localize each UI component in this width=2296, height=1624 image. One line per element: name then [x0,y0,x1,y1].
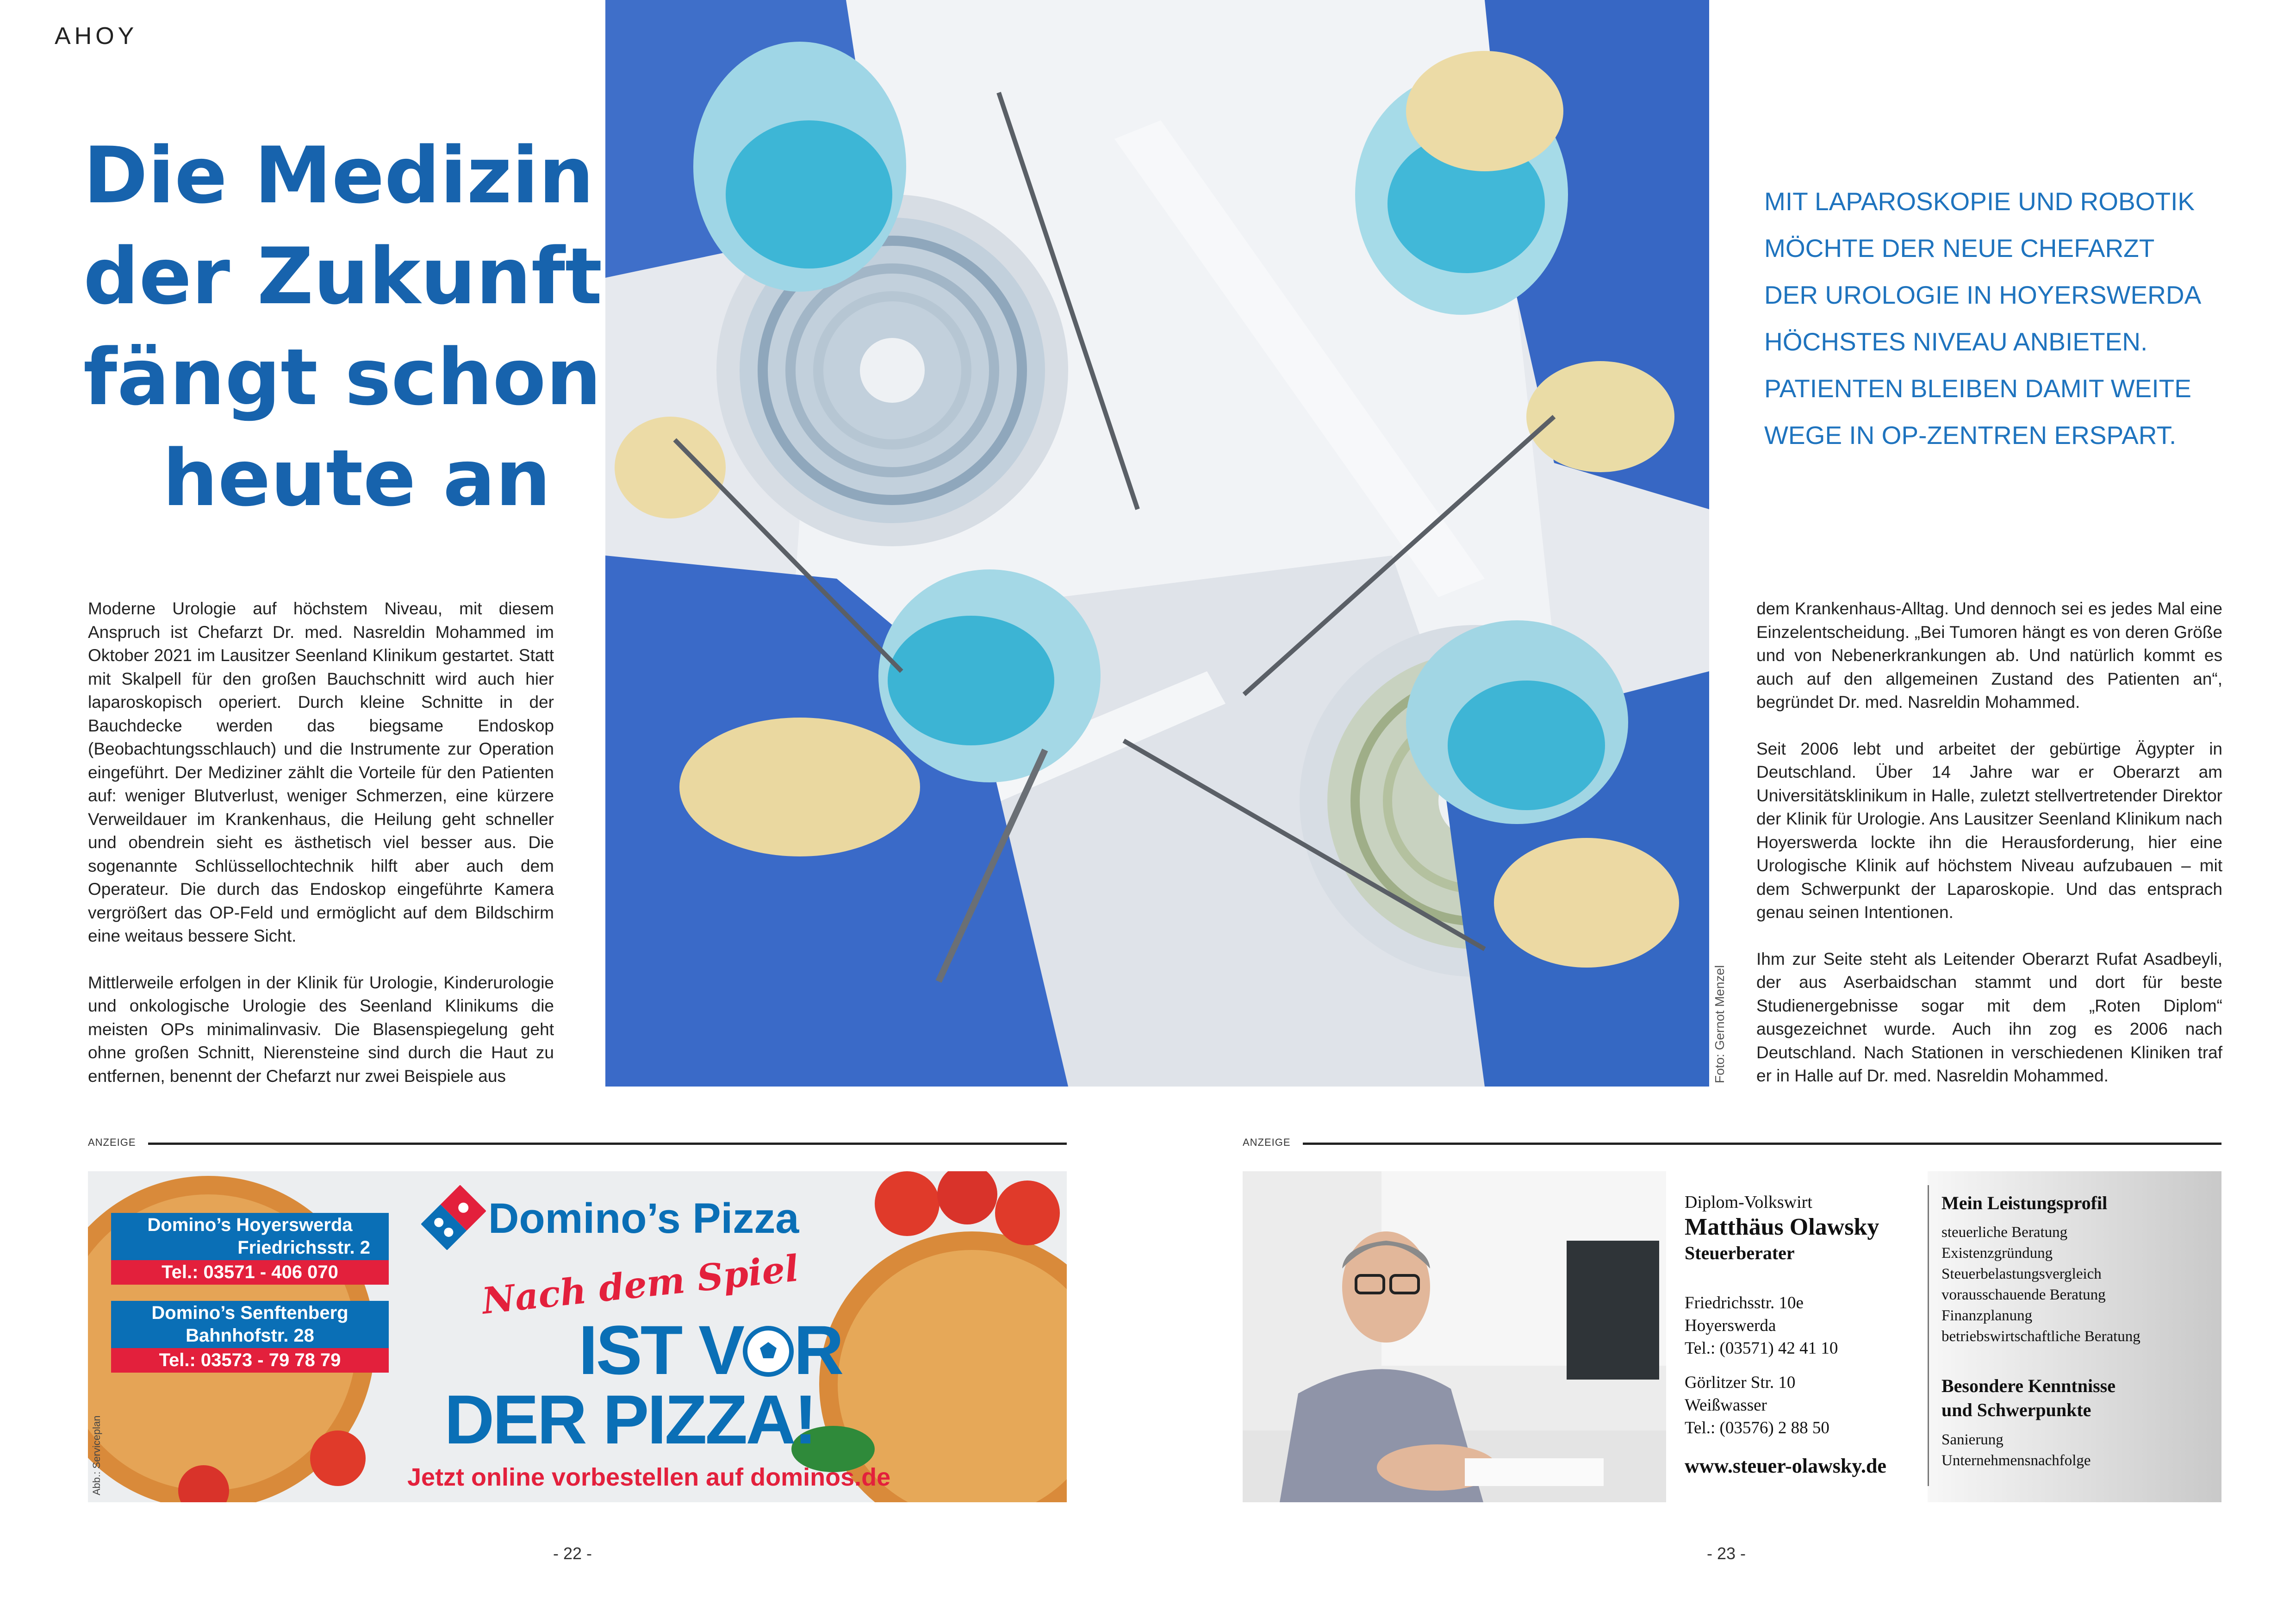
address-line: Hoyerswerda [1685,1316,1776,1335]
service-profile-panel [1928,1171,2221,1502]
magazine-brand: AHOY [55,23,138,50]
ad-label: ANZEIGE [88,1137,136,1148]
advisor-degree: Diplom-Volkswirt [1685,1193,1812,1212]
address-line: Tel.: (03571) 42 41 10 [1685,1339,1838,1358]
profile-list [1941,1222,2215,1347]
profile-item: steuerliche Beratung [1941,1224,2068,1241]
profile-item: Existenzgründung [1941,1245,2053,1262]
store-name: Domino’s Senftenberg [111,1301,389,1325]
advisor-contact [1685,1192,1916,1478]
ad-divider [1303,1143,2221,1145]
address-line: Friedrichsstr. 10e [1685,1293,1804,1312]
store-phone: Tel.: 03571 - 406 070 [111,1260,389,1285]
ad-tagline-script: Nach dem Spiel [480,1247,801,1323]
ad-image-credit: Abb.: Serviceplan [91,1415,102,1495]
headline-line: Die Medizin [83,130,594,221]
store-street: Bahnhofstr. 28 [111,1325,389,1348]
lead-line: PATIENTEN BLEIBEN DAMIT WEITE [1764,374,2191,403]
paragraph: Moderne Urologie auf höchstem Niveau, mit diesem Anspruch ist Chefarzt Dr. med. Nasreldin Mohammed im Oktober 2021 im Lausitzer Seenland Klinikum gestartet. Statt mit Skalpell für den großen Bauchschnitt wird auch hier laparoskopisch operiert. Durch kleine Schnitte in der Bauchdecke werden das biegsame Endoskop (Beobachtungsschlauch) und die Instrumente zur Operation eingeführt. Der Mediziner zählt die Vorteile für den Patienten auf: weniger Blutverlust, weniger Schmerzen, eine kürzere Verweildauer im Krankenhaus, die Heilung geht schneller und obendrein sieht es ästhetisch viel besser aus. Die sogenannte Schlüssellochtechnik hilft aber auch dem Operateur. Die durch das Endoskop eingeführte Kamera vergrößert das OP-Feld und ermöglicht auf dem Bildschirm eine weitaus bessere Sicht. [88,599,554,945]
soccer-ball-icon [743,1326,794,1377]
article-column-left [88,597,554,1111]
profile-item: Finanzplanung [1941,1307,2033,1324]
headline-line: der Zukunft [83,231,603,322]
paragraph: dem Krankenhaus-Alltag. Und dennoch sei es jedes Mal eine Einzelentscheidung. „Bei Tumoren hängt es von deren Größe und von Nebenerkrankungen ab. Und natürlich kommt es auch auf den allgemeinen Zustand des Patienten an“, begründet Dr. med. Nasreldin Mohammed. [1756,599,2222,712]
page-number-right: - 23 - [1707,1544,1746,1563]
special-list [1941,1430,2215,1471]
article-headline [83,125,603,529]
store-info-hoyerswerda [111,1213,389,1285]
lead-line: WEGE IN OP-ZENTREN ERSPART. [1764,421,2177,450]
store-name: Domino’s Hoyerswerda [111,1213,389,1237]
office-address [1685,1371,1916,1439]
lead-line: MIT LAPAROSKOPIE UND ROBOTIK [1764,187,2195,216]
paragraph: Ihm zur Seite steht als Leitender Oberarzt Rufat Asadbeyli, der aus Aserbaidschan stammt und dort für beste Studienergebnisse sogar mit dem „Roten Diplom“ ausgezeichnet wurde. Auch ihn zog es 2006 nach Deutschland. Nach Stationen in verschiedenen Kliniken traf er in Halle auf Dr. med. Nasreldin Mohammed. [1756,949,2222,1085]
tax-advisor-ad[interactable] [1243,1171,2221,1502]
special-item: Sanierung [1941,1431,2004,1448]
dominos-ad[interactable] [88,1171,1067,1502]
ad-divider [148,1143,1067,1145]
advisor-website[interactable]: www.steuer-olawsky.de [1685,1455,1886,1477]
address-line: Görlitzer Str. 10 [1685,1373,1796,1392]
store-info-senftenberg [111,1301,389,1373]
article-column-right [1756,597,2222,1111]
photo-credit-text: Foto: Gernot Menzel [1712,965,1727,1083]
profile-title: Mein Leistungsprofil [1941,1193,2108,1213]
advisor-name: Matthäus Olawsky [1685,1214,1879,1240]
profile-item: betriebswirtschaftliche Beratung [1941,1328,2140,1345]
surgeon-head [1406,620,1628,824]
surgery-photo [605,0,1709,1087]
page-number-left: - 22 - [553,1544,592,1563]
surgeon-head [878,569,1101,782]
dominos-logo-icon [421,1185,486,1250]
store-street: Friedrichsstr. 2 [111,1237,389,1260]
advisor-role: Steuerberater [1685,1243,1795,1263]
ad-call-to-action[interactable]: Jetzt online vorbestellen auf dominos.de [407,1463,891,1491]
surgery-photo-illustration [605,0,1709,1087]
address-line: Tel.: (03576) 2 88 50 [1685,1418,1829,1437]
profile-item: Steuerbelastungsvergleich [1941,1266,2102,1282]
paragraph: Mittlerweile erfolgen in der Klinik für Urologie, Kinderurologie und onkologische Urologie des Seenland Klinikums die meisten OPs minimalinvasiv. Die Blasenspiegelung geht ohne großen Schnitt, Nierensteine sind durch die Haut zu entfernen, benennt der Chefarzt nur zwei Beispiele aus [88,973,554,1086]
ad-label: ANZEIGE [1243,1137,1291,1148]
surgeon-head [693,42,906,292]
paragraph: Seit 2006 lebt und arbeitet der gebürtige Ägypter in Deutschland. Über 14 Jahre war er Oberarzt am Universitätsklinikum in Halle, zuletzt stellvertretender Direktor der Klinik für Urologie. Ans Lausitzer Seenland Klinikum nach Hoyerswerda lockte ihn die Herausforderung, hier eine Urologische Klinik auf höchstem Niveau aufzubauen – mit dem Schwerpunkt der Laparoskopie. Und das entsprach genau seinen Intentionen. [1756,739,2222,922]
photo-credit [1712,965,1731,1088]
article-lead [1764,178,2236,459]
store-phone: Tel.: 03573 - 79 78 79 [111,1348,389,1373]
advisor-portrait [1243,1171,1666,1502]
headline-line: fängt schon [83,332,602,423]
ad-tagline-main [579,1310,842,1390]
tagline-part: IST V [579,1311,743,1389]
headline-line: heute an [162,433,551,524]
address-line: Weißwasser [1685,1396,1767,1415]
dominos-brand: Domino’s Pizza [488,1195,799,1242]
tagline-part: R [794,1311,842,1389]
lead-line: DER UROLOGIE IN HOYERSWERDA [1764,281,2202,309]
special-item: Unternehmensnachfolge [1941,1452,2091,1469]
special-title: Besondere Kenntnisse und Schwerpunkte [1941,1375,2116,1420]
ad-tagline-main-2: DER PIZZA! [444,1380,815,1458]
office-address [1685,1292,1916,1360]
lead-line: MÖCHTE DER NEUE CHEFARZT [1764,234,2155,262]
profile-item: vorausschauende Beratung [1941,1287,2106,1303]
lead-line: HÖCHSTES NIVEAU ANBIETEN. [1764,327,2148,356]
